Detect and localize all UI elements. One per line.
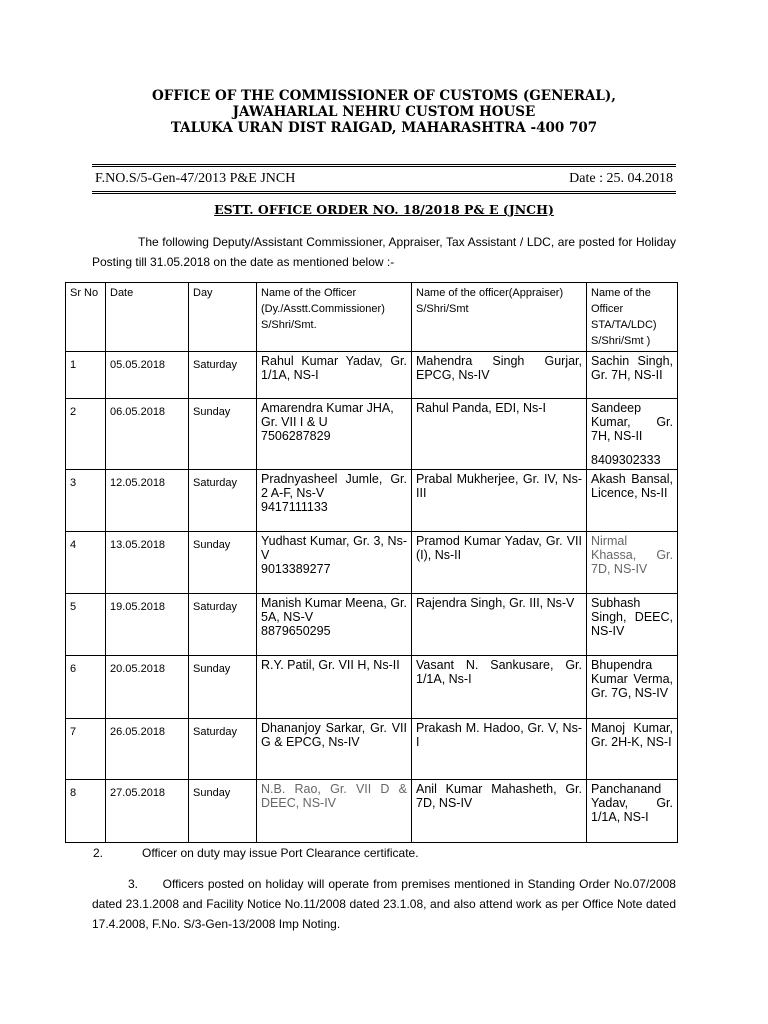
order-date: Date : 25. 04.2018	[569, 171, 673, 186]
cell-sta	[587, 719, 678, 780]
cell-date: 26.05.2018	[106, 719, 189, 780]
cell-appraiser: Prabal Mukherjee, Gr. IV, Ns-III	[412, 470, 587, 532]
sta-name: Nirmal Khassa, Gr. 7D, NS-IV	[591, 534, 673, 576]
officer-name: Pradnyasheel Jumle, Gr. 2 A-F, Ns-V	[261, 472, 407, 500]
cell-sta	[587, 470, 678, 532]
cell-day: Sunday	[189, 399, 257, 470]
table-row	[66, 399, 678, 470]
table-row	[66, 780, 678, 843]
cell-day: Saturday	[189, 594, 257, 656]
header-line-1: OFFICE OF THE COMMISSIONER OF CUSTOMS (GENERAL),	[152, 88, 616, 104]
table-row	[66, 532, 678, 594]
cell-sta	[587, 780, 678, 843]
officer-phone: 9417111133	[261, 500, 328, 514]
officer-name: Dhananjoy Sarkar, Gr. VII G & EPCG, Ns-IV	[261, 721, 407, 749]
intro-paragraph: The following Deputy/Assistant Commissioner, Appraiser, Tax Assistant / LDC, are posted for Holiday Posting till 31.05.2018 on the date as mentioned below :-	[92, 235, 676, 269]
note-2-number: 2.	[93, 846, 104, 860]
note-2-text: Officer on duty may issue Port Clearance certificate.	[142, 846, 419, 860]
cell-sta	[587, 594, 678, 656]
sta-name: Akash Bansal, Licence, Ns-II	[591, 472, 673, 500]
posting-table	[65, 282, 678, 843]
cell-officer	[257, 719, 412, 780]
col-header-date: Date	[106, 283, 189, 352]
file-number: F.NO.S/5-Gen-47/2013 P&E JNCH	[95, 171, 296, 186]
cell-date: 12.05.2018	[106, 470, 189, 532]
cell-sta	[587, 532, 678, 594]
cell-sr: 2	[66, 399, 106, 470]
cell-sta	[587, 399, 678, 470]
cell-day: Saturday	[189, 719, 257, 780]
cell-day: Sunday	[189, 532, 257, 594]
officer-name: Yudhast Kumar, Gr. 3, Ns-V	[261, 534, 407, 562]
cell-appraiser: Vasant N. Sankusare, Gr. 1/1A, Ns-I	[412, 656, 587, 719]
officer-name: Manish Kumar Meena, Gr. 5A, NS-V	[261, 596, 407, 624]
table-row	[66, 594, 678, 656]
cell-sr: 7	[66, 719, 106, 780]
cell-date: 19.05.2018	[106, 594, 189, 656]
sta-name: Bhupendra Kumar Verma, Gr. 7G, NS-IV	[591, 658, 673, 700]
cell-sr: 8	[66, 780, 106, 843]
sta-name: Subhash Singh, DEEC, NS-IV	[591, 596, 673, 638]
cell-appraiser: Prakash M. Hadoo, Gr. V, Ns-I	[412, 719, 587, 780]
col-header-sr: Sr No	[66, 283, 106, 352]
officer-name: R.Y. Patil, Gr. VII H, Ns-II	[261, 658, 400, 672]
note-3-number: 3.	[128, 877, 139, 891]
cell-appraiser: Mahendra Singh Gurjar, EPCG, Ns-IV	[412, 352, 587, 399]
table-header-row	[66, 283, 678, 352]
table-row	[66, 352, 678, 399]
cell-officer	[257, 532, 412, 594]
officer-phone: 9013389277	[261, 562, 331, 576]
sta-name: Panchanand Yadav, Gr. 1/1A, NS-I	[591, 782, 673, 824]
cell-appraiser: Rahul Panda, EDI, Ns-I	[412, 399, 587, 470]
cell-day: Sunday	[189, 656, 257, 719]
cell-sr: 4	[66, 532, 106, 594]
table-row	[66, 719, 678, 780]
cell-officer	[257, 352, 412, 399]
header-line-3: TALUKA URAN DIST RAIGAD, MAHARASHTRA -400 707	[170, 120, 598, 136]
cell-date: 06.05.2018	[106, 399, 189, 470]
col-header-appraiser: Name of the officer(Appraiser) S/Shri/Smt	[412, 283, 587, 352]
officer-phone: 7506287829	[261, 429, 331, 443]
cell-sr: 6	[66, 656, 106, 719]
cell-date: 05.05.2018	[106, 352, 189, 399]
cell-sta	[587, 656, 678, 719]
cell-date: 20.05.2018	[106, 656, 189, 719]
col-header-day: Day	[189, 283, 257, 352]
cell-officer	[257, 780, 412, 843]
header-line-2: JAWAHARLAL NEHRU CUSTOM HOUSE	[232, 104, 536, 120]
cell-date: 27.05.2018	[106, 780, 189, 843]
cell-day: Saturday	[189, 470, 257, 532]
cell-day: Sunday	[189, 780, 257, 843]
sta-name: Manoj Kumar, Gr. 2H-K, NS-I	[591, 721, 673, 749]
reference-bar	[92, 164, 676, 194]
note-3-text: Officers posted on holiday will operate from premises mentioned in Standing Order No.07/2008 dated 23.1.2008 and Facility Notice No.11/2008 dated 23.1.08, and also attend work as per Office Note dated 17.4.2008, F.No. S/3-Gen-13/2008 Imp Noting.	[92, 877, 676, 931]
col-header-officer: Name of the Officer (Dy./Asstt.Commissioner) S/Shri/Smt.	[257, 283, 412, 352]
cell-day: Saturday	[189, 352, 257, 399]
col-header-sta: Name of the Officer STA/TA/LDC) S/Shri/Smt )	[587, 283, 678, 352]
sta-name: Sachin Singh, Gr. 7H, NS-II	[591, 354, 673, 382]
cell-officer	[257, 470, 412, 532]
cell-officer	[257, 594, 412, 656]
cell-appraiser: Rajendra Singh, Gr. III, Ns-V	[412, 594, 587, 656]
cell-appraiser: Anil Kumar Mahasheth, Gr. 7D, NS-IV	[412, 780, 587, 843]
officer-name: Rahul Kumar Yadav, Gr. 1/1A, NS-I	[261, 354, 407, 382]
cell-sr: 5	[66, 594, 106, 656]
cell-sr: 3	[66, 470, 106, 532]
sta-name: Sandeep Kumar, Gr. 7H, NS-II	[591, 401, 673, 443]
cell-officer	[257, 399, 412, 470]
cell-appraiser: Pramod Kumar Yadav, Gr. VII (I), Ns-II	[412, 532, 587, 594]
officer-name: Amarendra Kumar JHA, Gr. VII I & U	[261, 401, 394, 429]
table-row	[66, 470, 678, 532]
officer-name: N.B. Rao, Gr. VII D & DEEC, NS-IV	[261, 782, 407, 810]
note-3-paragraph	[92, 874, 676, 934]
cell-officer	[257, 656, 412, 719]
order-title: ESTT. OFFICE ORDER NO. 18/2018 P& E (JNCH)	[214, 202, 554, 217]
cell-sta	[587, 352, 678, 399]
officer-phone: 8879650295	[261, 624, 331, 638]
table-row	[66, 656, 678, 719]
cell-date: 13.05.2018	[106, 532, 189, 594]
cell-sr: 1	[66, 352, 106, 399]
sta-phone: 8409302333	[591, 453, 661, 467]
